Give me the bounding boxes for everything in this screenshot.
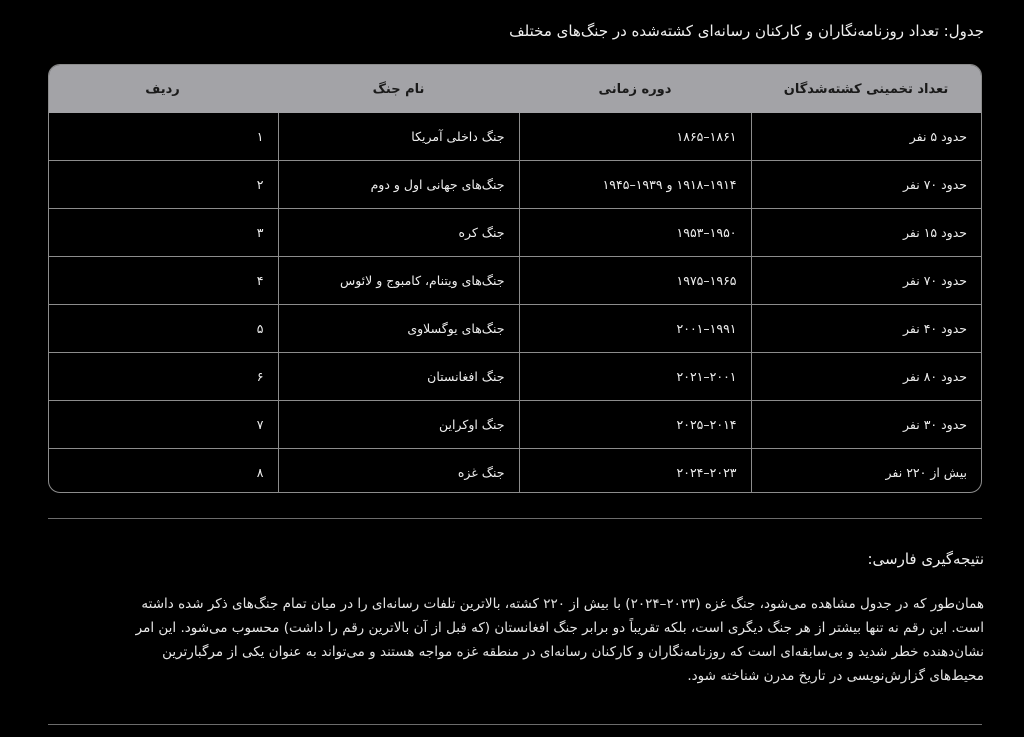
cell-row-number: ۸ xyxy=(48,449,278,494)
cell-period: ۲۰۱۴–۲۰۲۵ xyxy=(519,401,751,449)
cell-war: جنگ افغانستان xyxy=(278,353,519,401)
cell-period: ۱۹۱۴–۱۹۱۸ و ۱۹۳۹–۱۹۴۵ xyxy=(519,161,751,209)
table-row xyxy=(48,449,981,494)
table-title: جدول: تعداد روزنامه‌نگاران و کارکنان رسانه‌ای کشته‌شده در جنگ‌های مختلف xyxy=(509,22,984,40)
conclusion-line: محیط‌های گزارش‌نویسی در تاریخ مدرن شناخته شود. xyxy=(687,668,984,684)
header-war: نام جنگ xyxy=(278,65,519,113)
cell-war: جنگ‌های یوگسلاوی xyxy=(278,305,519,353)
cell-row-number: ۷ xyxy=(48,401,278,449)
cell-count: حدود ۷۰ نفر xyxy=(751,257,981,305)
cell-war: جنگ کره xyxy=(278,209,519,257)
table-row xyxy=(48,401,981,449)
cell-period: ۲۰۲۳–۲۰۲۴ xyxy=(519,449,751,494)
table-row xyxy=(48,161,981,209)
cell-war: جنگ‌های جهانی اول و دوم xyxy=(278,161,519,209)
cell-war: جنگ اوکراین xyxy=(278,401,519,449)
table-row xyxy=(48,353,981,401)
conclusion-heading: نتیجه‌گیری فارسی: xyxy=(867,550,984,568)
cell-row-number: ۱ xyxy=(256,129,264,144)
table-row xyxy=(48,257,981,305)
cell-period: ۱۹۵۰–۱۹۵۳ xyxy=(519,209,751,257)
cell-count: حدود ۷۰ نفر xyxy=(751,161,981,209)
cell-row-number: ۶ xyxy=(48,353,278,401)
cell-period: ۲۰۰۱–۲۰۲۱ xyxy=(519,353,751,401)
section-divider xyxy=(48,518,982,519)
bottom-divider xyxy=(48,724,982,725)
cell-war: جنگ داخلی آمریکا xyxy=(278,113,519,161)
cell-period: ۱۹۹۱–۲۰۰۱ xyxy=(519,305,751,353)
conclusion-line: همان‌طور که در جدول مشاهده می‌شود، جنگ غزه (۲۰۲۳–۲۰۲۴) با بیش از ۲۲۰ کشته، بالاترین تلفات رسانه‌ای را در میان تمام جنگ‌های ذکر شده داشته xyxy=(141,596,984,612)
table-row xyxy=(48,209,981,257)
cell-count: حدود ۳۰ نفر xyxy=(751,401,981,449)
casualties-table xyxy=(48,64,982,493)
header-count: تعداد تخمینی کشته‌شدگان xyxy=(751,65,981,113)
header-row xyxy=(48,65,981,113)
table-row xyxy=(48,305,981,353)
cell-count: حدود ۱۵ نفر xyxy=(751,209,981,257)
cell-period: ۱۹۶۵–۱۹۷۵ xyxy=(519,257,751,305)
conclusion-line: است. این رقم نه تنها بیشتر از هر جنگ دیگری است، بلکه تقریباً دو برابر جنگ افغانستان (که قبل از آن بالاترین رقم را داشت) محسوب می‌شود. این امر xyxy=(135,620,984,636)
cell-war: جنگ‌های ویتنام، کامبوج و لائوس xyxy=(278,257,519,305)
header-period: دوره زمانی xyxy=(519,65,751,113)
table-row xyxy=(48,113,981,161)
cell-row-number: ۴ xyxy=(48,257,278,305)
cell-row-number: ۲ xyxy=(48,161,278,209)
cell-period: ۱۸۶۱–۱۸۶۵ xyxy=(519,113,751,161)
table xyxy=(48,65,981,493)
cell-count: حدود ۸۰ نفر xyxy=(751,353,981,401)
cell-count: بیش از ۲۲۰ نفر xyxy=(751,449,981,494)
cell-row-number: ۳ xyxy=(48,209,278,257)
conclusion-paragraph xyxy=(50,592,984,688)
conclusion-line: نشان‌دهنده خطر شدید و بی‌سابقه‌ای است که روزنامه‌نگاران و کارکنان رسانه‌ای در منطقه غزه مواجه هستند و می‌تواند به عنوان یکی از مرگبارترین xyxy=(162,644,984,660)
cell-count: حدود ۴۰ نفر xyxy=(751,305,981,353)
header-row-number: ردیف xyxy=(48,65,278,113)
cell-row-number: ۵ xyxy=(48,305,278,353)
table-header xyxy=(48,65,981,113)
table-body xyxy=(48,113,981,493)
cell-war: جنگ غزه xyxy=(278,449,519,494)
cell-count: حدود ۵ نفر xyxy=(751,113,981,161)
